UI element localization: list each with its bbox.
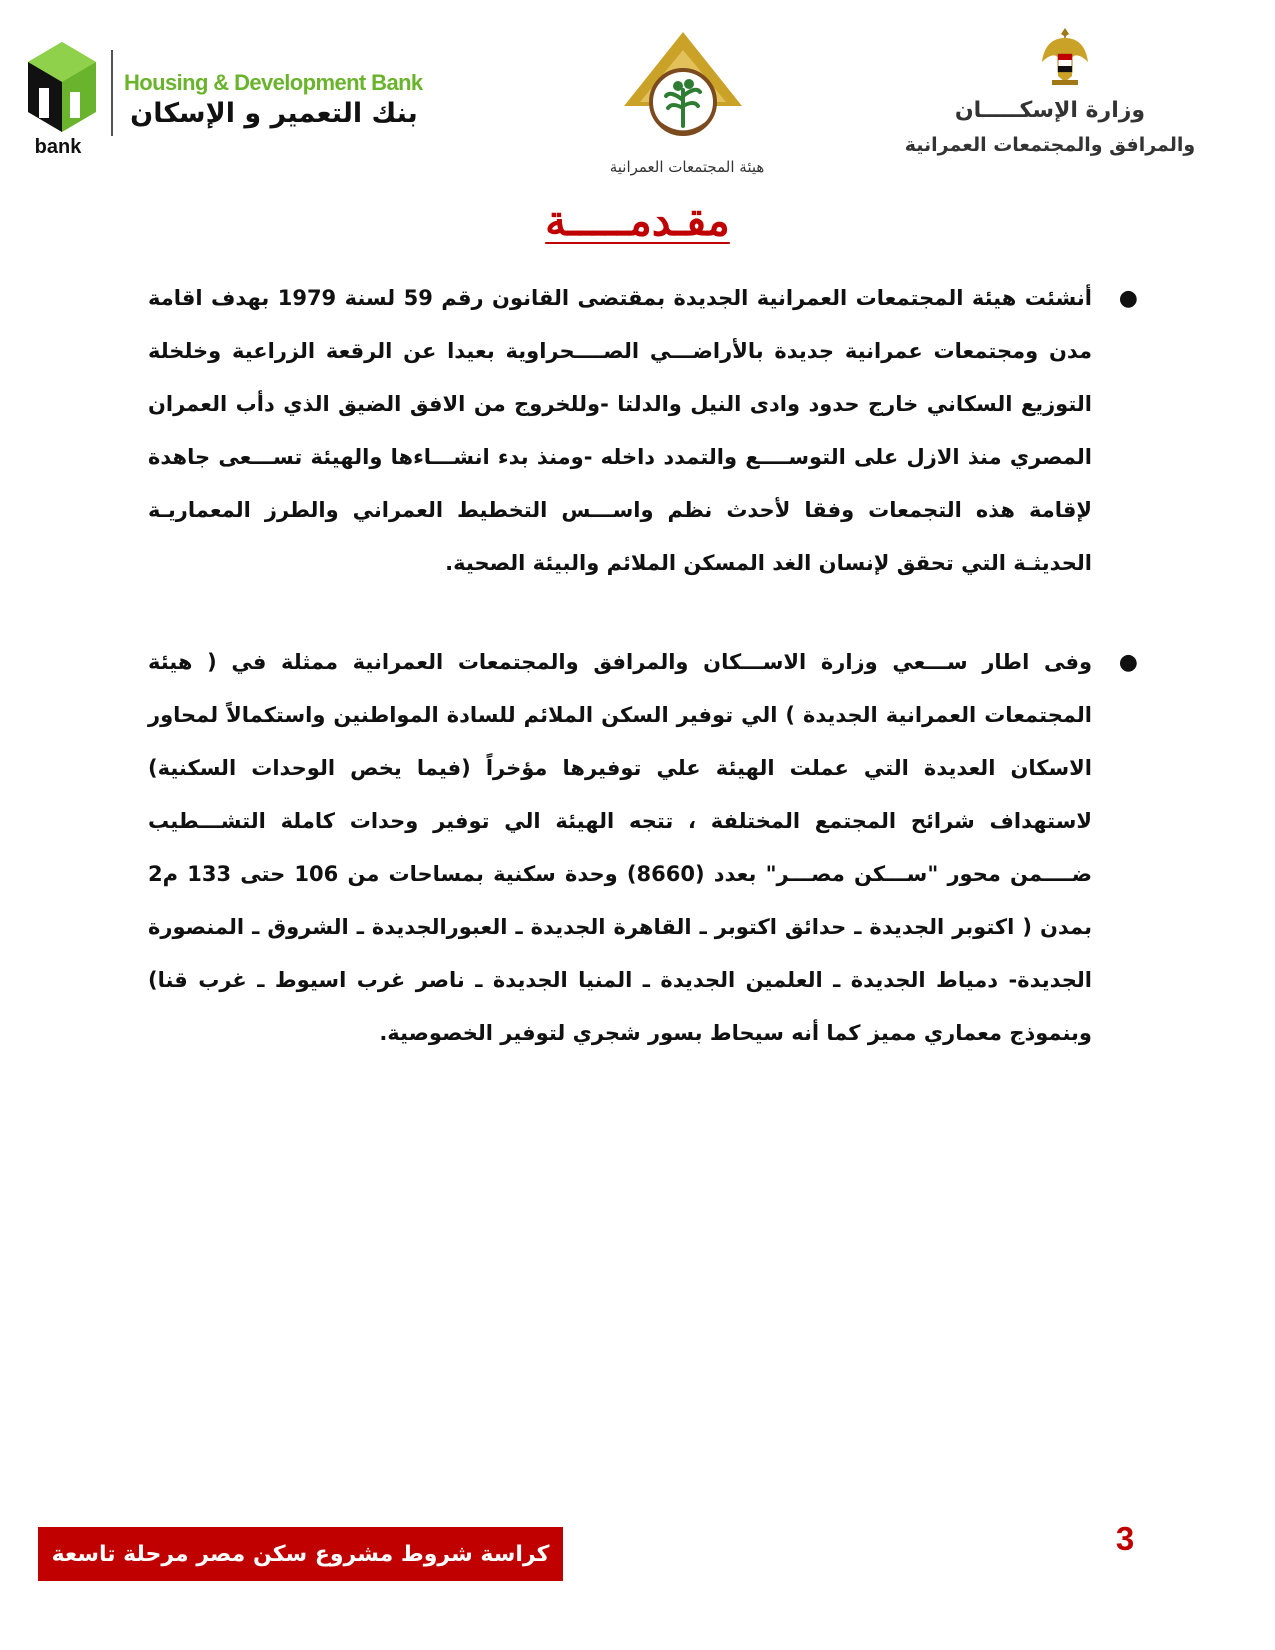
page-title: مقـدمـــــة [545,196,730,245]
bullet-icon: ● [1118,286,1138,311]
footer-banner [38,1527,563,1581]
footer-banner-text: كراسة شروط مشروع سكن مصر مرحلة تاسعة [51,1541,550,1567]
ministry-name-line2: والمرافق والمجتمعات العمرانية [904,134,1196,156]
bank-name-arabic: بنك التعمير و الإسكان [130,98,418,129]
page-number: 3 [1115,1520,1135,1557]
nuca-caption: هيئة المجتمعات العمرانية [609,158,765,176]
document-body [148,272,1138,1060]
ministry-name-line1: وزارة الإسكـــــان [954,98,1146,123]
paragraph-2-text: وفى اطار ســـعي وزارة الاســـكان والمرافق والمجتمعات العمرانية ممثلة في ( هيئة المجتمعات العمرانية الجديدة ) الي توفير السكن الملائم للسادة المواطنين واستكمالاً لمحاور الاسكان العديدة التي عملت الهيئة علي توفيرها مؤخراً (فيما يخص الوحدات السكنية) لاستهداف شرائح المجتمع المختلفة ، تتجه الهيئة الي توفير وحدات كاملة التشـــطيب ضــــمن محور "ســـكن مصـــر" بعدد (8660) وحدة سكنية بمساحات من 106 حتى 133 م2 بمدن ( اكتوبر الجديدة ـ حدائق اكتوبر ـ القاهرة الجديدة ـ العبورالجديدة ـ الشروق ـ المنصورة الجديدة- دمياط الجديدة ـ العلمين الجديدة ـ المنيا الجديدة ـ ناصر غرب اسيوط ـ غرب قنا) وبنموذج معماري مميز كما أنه سيحاط بسور شجري لتوفير الخصوصية. [148,650,1093,1045]
egypt-eagle-emblem-icon [1040,24,1090,88]
bullet-icon: ● [1118,650,1138,675]
paragraph-1 [148,272,1138,590]
paragraph-1-text: أنشئت هيئة المجتمعات العمرانية الجديدة بمقتضى القانون رقم 59 لسنة 1979 بهدف اقامة مدن ومجتمعات عمرانية جديدة بالأراضـــي الصــــحراوية بعيدا عن الرقعة الزراعية وخلخلة التوزيع السكاني خارج حدود وادى النيل والدلتا -وللخروج من الافق الضيق الذي دأب العمران المصري منذ الازل على التوســــع والتمدد داخله -ومنذ بدء انشـــاءها والهيئة تســـعى جاهدة لإقامة هذه التجمعات وفقا لأحدث نظم واســـس التخطيط العمراني والطرز المعماريـة الحديثـة التي تحقق لإنسان الغد المسكن الملائم والبيئة الصحية. [148,286,1092,575]
header-divider [111,50,113,136]
bank-logo-text: bank [34,136,82,158]
paragraph-2 [148,636,1138,1060]
nuca-emblem-icon [618,28,748,148]
bank-name-english: Housing & Development Bank [124,70,423,95]
housing-development-bank-logo [26,40,98,158]
